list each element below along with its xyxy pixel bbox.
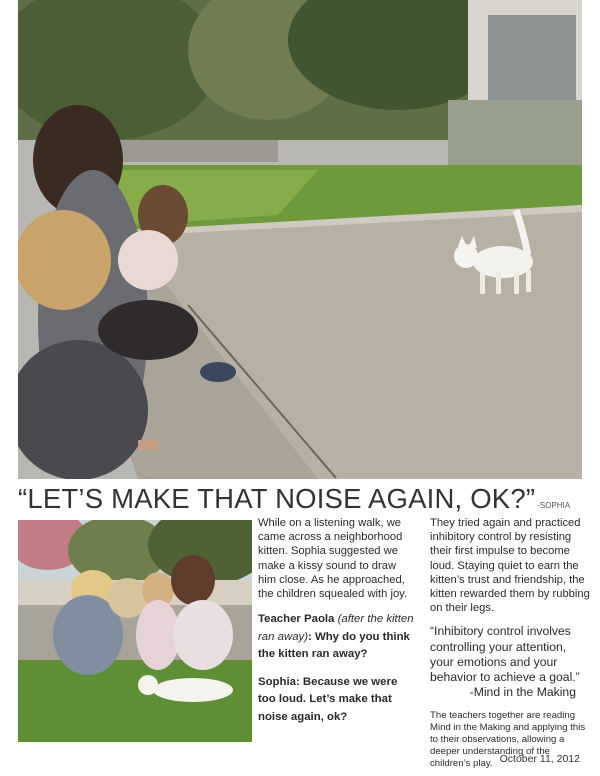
headline: [18, 483, 588, 515]
story-column-middle: [258, 516, 416, 726]
sophia-dialogue: Sophia: Because we were too loud. Let’s make that noise again, ok?: [258, 675, 398, 723]
headline-quote: “LET’S MAKE THAT NOISE AGAIN, OK?”: [18, 483, 536, 514]
secondary-photo: [18, 520, 252, 742]
story-column-right: [430, 516, 590, 769]
main-photo: [18, 0, 582, 479]
story-intro: While on a listening walk, we came across a neighborhood kitten. Sophia suggested we make a kissy sound to draw him close. As he approached, the children squealed with joy.: [258, 517, 408, 601]
teacher-dialogue: [258, 611, 416, 664]
document-date: October 11, 2012: [499, 753, 580, 765]
teacher-note: (after the kitten ran away): [258, 613, 414, 643]
definition-source: -Mind in the Making: [469, 685, 576, 700]
definition-quote: “Inhibitory control involves controlling your attention, your emotions and your behavior to achieve a goal.”: [430, 624, 580, 685]
story-followup: They tried again and practiced inhibitory control by resisting their first impulse to become loud. Staying quiet to earn the kitten’s trust and friendship, the kitten rewarded them by rubbing on their legs.: [430, 517, 590, 615]
headline-attribution: -SOPHIA: [537, 501, 571, 510]
teacher-speaker: Teacher Paola: [258, 613, 335, 626]
teacher-line: : Why do you think the kitten ran away?: [258, 630, 410, 661]
teachers-note: The teachers together are reading Mind in the Making and applying this to their observations, allowing a deeper understanding of the children’s play.: [430, 710, 586, 769]
